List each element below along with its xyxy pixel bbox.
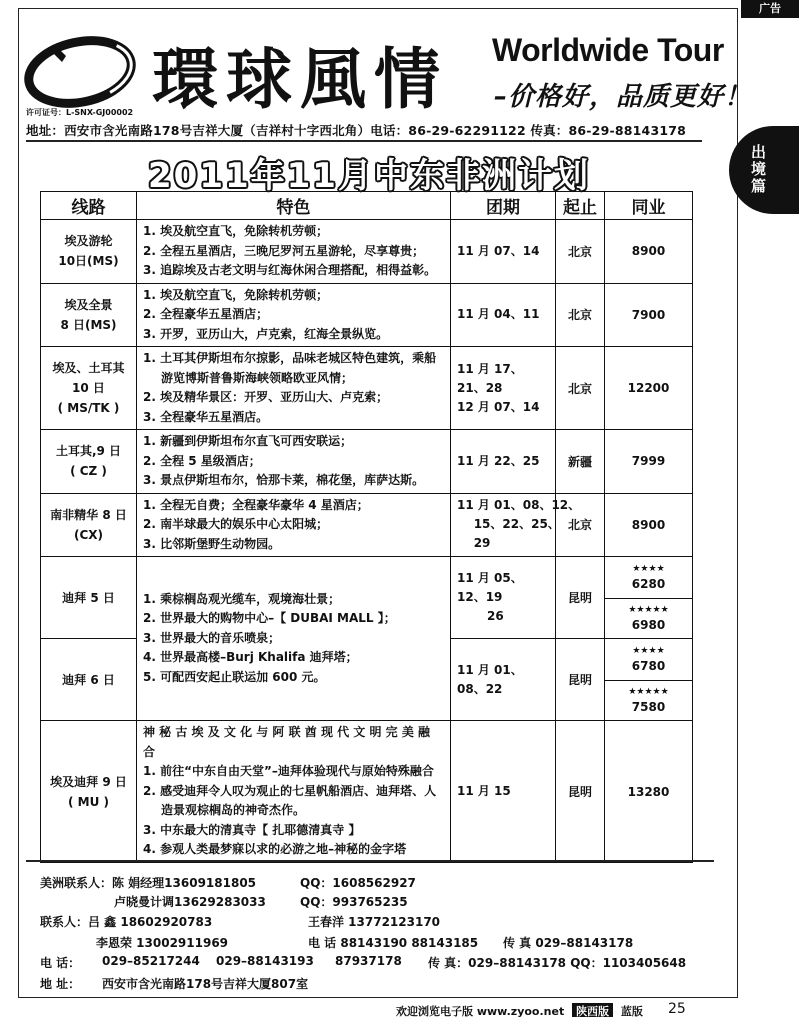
address-label: 地 址： <box>40 977 81 991</box>
city-cell: 北京 <box>556 347 605 430</box>
star-rating: ★★★★★ <box>628 687 669 697</box>
route-cell: 埃及游轮 10日(MS) <box>41 220 137 284</box>
features-cell: 神 秘 古 埃 及 文 化 与 阿 联 酋 现 代 文 明 完 美 融 合 1. 前往“中东自由天堂”–迪拜体验现代与原始特殊融合 2. 感受迪拜令人叹为观止的七星帆船酒店、迪拜塔、人造景观棕榈岛的神奇杰作。 3. 中东最大的清真寺【 扎耶德清真寺 】 4. 参观人类最梦寐以求的必游之地–神秘的金字塔 <box>137 721 451 863</box>
company-address: 地址：西安市含光南路178号吉祥大厦（吉祥村十字西北角）电话：86-29-62291122 传真：86-29-88143178 <box>26 123 687 138</box>
phone-number: 87937178 <box>335 954 402 968</box>
table-row <box>41 557 693 599</box>
star-rating: ★★★★ <box>632 564 665 574</box>
header-city: 起止 <box>556 192 605 220</box>
dates-cell: 11 月 15 <box>451 721 556 863</box>
table-header-row <box>41 192 693 220</box>
phone-number: 029–88143193 <box>216 954 314 968</box>
contact-planner: 卢晓曼计调13629283033 <box>114 895 266 909</box>
office-address: 西安市含光南路178号吉祥大厦807室 <box>102 977 309 991</box>
brand-name-en: Worldwide Tour <box>492 32 724 68</box>
features-cell: 1. 乘棕榈岛观光缆车，观境海壮景； 2. 世界最大的购物中心–【 DUBAI MALL 】； 3. 世界最大的音乐喷泉； 4. 世界最高楼–Burj Khalifa 迪拜塔； 5. 可配西安起止联运加 600 元。 <box>137 557 451 721</box>
brand-slogan: –价格好，品质更好！ <box>494 82 752 112</box>
price-cell: 8900 <box>605 220 693 284</box>
table-row <box>41 283 693 347</box>
contact-third: 李恩荣 13002911969 <box>96 936 229 950</box>
features-cell: 1. 全程无自费；全程豪华豪华 4 星酒店； 2. 南半球最大的娱乐中心太阳城； 3. 比邻斯堡野生动物园。 <box>137 493 451 557</box>
dates-cell: 11 月 07、14 <box>451 220 556 284</box>
route-cell: 埃及全景 8 日(MS) <box>41 283 137 347</box>
header-price: 同业 <box>605 192 693 220</box>
price-cell: 7999 <box>605 430 693 494</box>
price-cell: 8900 <box>605 493 693 557</box>
fax-and-qq: 传 真：029–88143178 QQ：1103405648 <box>428 956 687 970</box>
city-cell: 北京 <box>556 493 605 557</box>
phone-number: 029–85217244 <box>102 954 200 968</box>
table-row <box>41 493 693 557</box>
route-cell: 土耳其,9 日 ( CZ ) <box>41 430 137 494</box>
feature-headline: 神 秘 古 埃 及 文 化 与 阿 联 酋 现 代 文 明 完 美 融 合 <box>143 725 431 759</box>
contact-phones: 电 话 88143190 88143185 <box>308 936 479 950</box>
price-cell: ★★★★★ 7580 <box>605 681 693 721</box>
edition-label: 蓝版 <box>620 1005 643 1017</box>
city-cell: 昆明 <box>556 721 605 863</box>
license-number: 许可证号：L-SNX-GJ00002 <box>26 108 134 117</box>
dates-cell: 11 月 01、08、12、 15、22、25、 29 <box>451 493 556 557</box>
city-cell: 昆明 <box>556 557 605 639</box>
city-cell: 北京 <box>556 283 605 347</box>
contact-second: 王春洋 13772123170 <box>308 915 441 929</box>
price-cell: 7900 <box>605 283 693 347</box>
contacts-divider <box>26 860 714 862</box>
features-cell: 1. 埃及航空直飞，免除转机劳顿； 2. 全程豪华五星酒店； 3. 开罗，亚历山大，卢克索，红海全景纵览。 <box>137 283 451 347</box>
dates-cell: 11 月 04、11 <box>451 283 556 347</box>
city-cell: 新疆 <box>556 430 605 494</box>
header-divider <box>26 140 702 142</box>
contact-americas: 美洲联系人：陈 娟经理13609181805 <box>40 876 257 890</box>
price-cell: ★★★★ 6280 <box>605 557 693 599</box>
brand-name-cn: 環球風情 <box>152 40 448 118</box>
price-cell: 12200 <box>605 347 693 430</box>
contact-main: 联系人：吕 鑫 18602920783 <box>40 915 213 929</box>
side-tab-char: 篇 <box>751 177 767 195</box>
features-cell: 1. 土耳其伊斯坦布尔掠影，品味老城区特色建筑，乘船游览博斯普鲁斯海峡领略欧亚风情； 2. 埃及精华景区：开罗、亚历山大、卢克索； 3. 全程豪华五星酒店。 <box>137 347 451 430</box>
dates-cell: 11 月 22、25 <box>451 430 556 494</box>
side-tab-char: 出 <box>751 143 767 161</box>
city-cell: 昆明 <box>556 639 605 721</box>
contact-fax: 传 真 029–88143178 <box>503 936 634 950</box>
route-cell: 迪拜 6 日 <box>41 639 137 721</box>
table-row <box>41 430 693 494</box>
features-cell: 1. 新疆到伊斯坦布尔直飞可西安联运； 2. 全程 5 星级酒店； 3. 景点伊斯坦布尔，恰那卡莱，棉花堡，库萨达斯。 <box>137 430 451 494</box>
table-row <box>41 721 693 863</box>
table-row <box>41 220 693 284</box>
price-cell: 13280 <box>605 721 693 863</box>
section-side-tab <box>729 126 799 214</box>
price-cell: ★★★★★ 6980 <box>605 599 693 639</box>
footer-note <box>396 1003 643 1017</box>
route-cell: 迪拜 5 日 <box>41 557 137 639</box>
header-dates: 团期 <box>451 192 556 220</box>
side-tab-char: 境 <box>751 160 767 178</box>
page-number: 25 <box>668 1001 686 1017</box>
header-route: 线路 <box>41 192 137 220</box>
contact-qq: QQ：1608562927 <box>300 876 416 890</box>
features-cell: 1. 埃及航空直飞，免除转机劳顿； 2. 全程五星酒店，三晚尼罗河五星游轮，尽享尊贵； 3. 追踪埃及古老文明与红海休闲合理搭配，相得益彰。 <box>137 220 451 284</box>
contact-qq: QQ：993765235 <box>300 895 408 909</box>
edition-badge: 陕西版 <box>572 1003 613 1017</box>
globe-logo-icon <box>24 30 136 114</box>
dates-cell: 11 月 17、21、28 12 月 07、14 <box>451 347 556 430</box>
route-cell: 埃及、土耳其 10 日 ( MS/TK ) <box>41 347 137 430</box>
route-cell: 埃及迪拜 9 日 ( MU ) <box>41 721 137 863</box>
ad-corner-tab: 广告 <box>741 0 799 18</box>
price-cell: ★★★★ 6780 <box>605 639 693 681</box>
star-rating: ★★★★ <box>632 646 665 656</box>
tour-plan-table <box>40 191 693 863</box>
dates-cell: 11 月 01、08、22 <box>451 639 556 721</box>
plan-title: 2011年11月中东非洲计划 <box>148 156 590 196</box>
table-row <box>41 347 693 430</box>
city-cell: 北京 <box>556 220 605 284</box>
header-features: 特色 <box>137 192 451 220</box>
phone-label: 电 话： <box>40 956 81 970</box>
footer-website[interactable]: 欢迎浏览电子版 www.zyoo.net <box>396 1005 565 1017</box>
dates-cell: 11 月 05、12、19 26 <box>451 557 556 639</box>
route-cell: 南非精华 8 日 (CX) <box>41 493 137 557</box>
star-rating: ★★★★★ <box>628 605 669 615</box>
